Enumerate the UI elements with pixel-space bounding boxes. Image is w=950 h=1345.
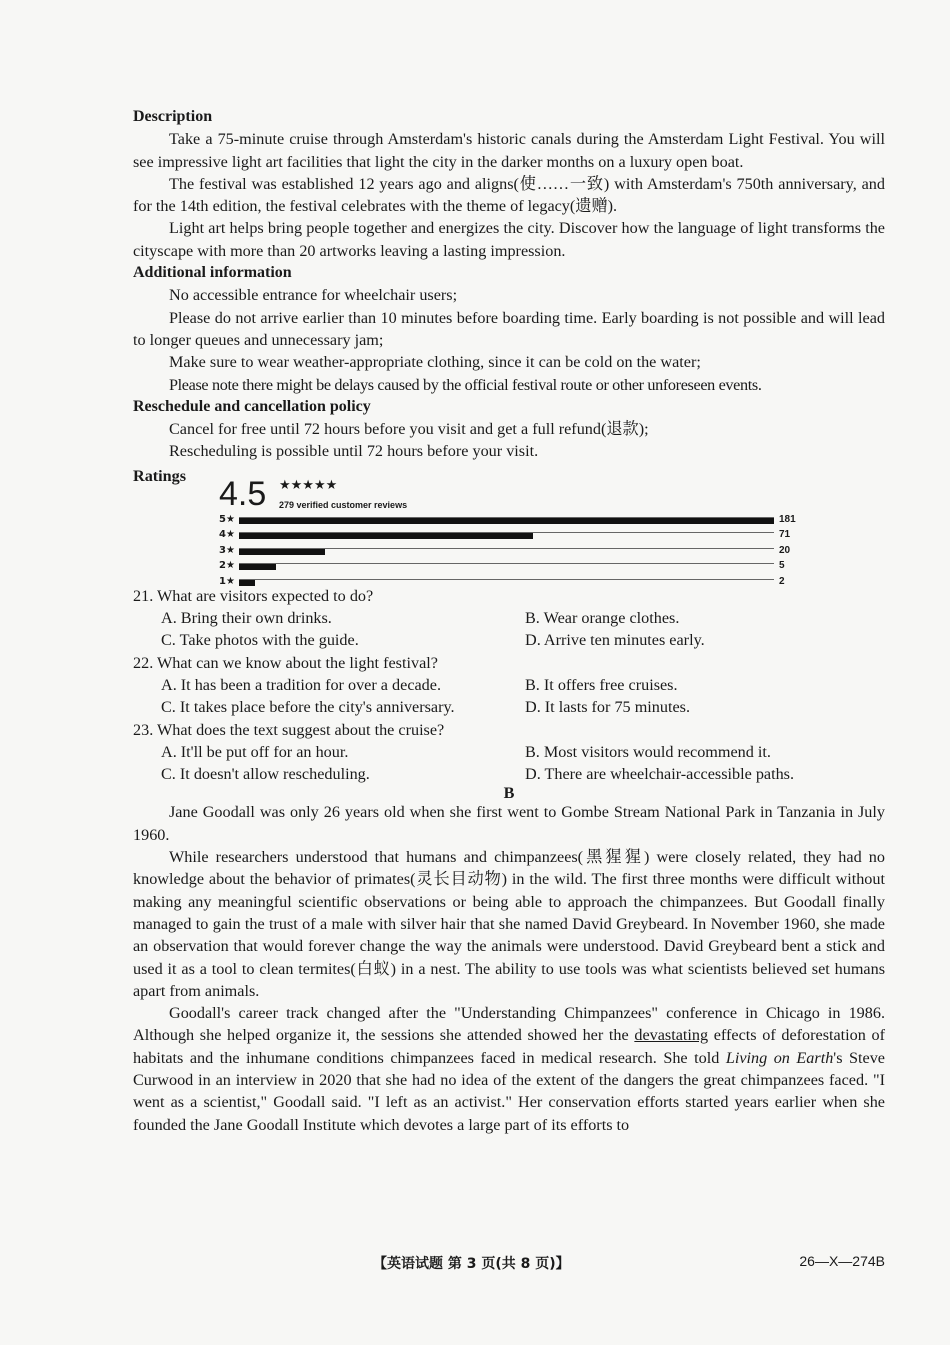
q22-option-b: B. It offers free cruises.	[525, 675, 678, 694]
rating-label: 3★	[219, 544, 235, 556]
rating-bar-fill	[239, 549, 325, 555]
section-letter-b: B	[503, 784, 515, 803]
q22-option-c: C. It takes place before the city's anniversary.	[161, 698, 455, 717]
rating-row	[219, 528, 794, 544]
rating-count: 5	[779, 560, 785, 572]
footer-exam-code: 26—X—274B	[799, 1253, 885, 1269]
q23-option-b: B. Most visitors would recommend it.	[525, 742, 771, 761]
question-23-options-row-2	[133, 763, 885, 785]
question-21-options-row-1	[133, 607, 885, 629]
footer-page-label: 【英语试题 第 3 页(共 8 页)】	[373, 1256, 570, 1272]
rating-label: 5★	[219, 513, 235, 525]
rating-row	[219, 513, 794, 529]
question-23-options-row-1	[133, 741, 885, 763]
question-23: 23. What does the text suggest about the cruise?	[133, 720, 445, 739]
question-21-options-row-2	[133, 629, 885, 651]
rating-bar-track	[239, 517, 774, 525]
q22-option-a: A. It has been a tradition for over a decade.	[161, 675, 442, 694]
rating-count: 71	[779, 529, 791, 541]
rating-bar-track	[239, 579, 774, 587]
rating-bar-track	[239, 563, 774, 571]
underlined-word-devastating: devastating	[634, 1026, 709, 1045]
passage-b-paragraph-3	[133, 1002, 885, 1136]
rating-bar-fill	[239, 533, 533, 539]
star-rating-icon: ★★★★★	[279, 477, 338, 493]
question-22-options-row-2	[133, 696, 885, 718]
description-paragraph-1: Take a 75-minute cruise through Amsterdam's historic canals during the Amsterdam Light Festival. You will see impressive light art facilities that light the city in the darker months on a luxury open boat.	[133, 130, 885, 171]
rating-bar-fill	[239, 580, 255, 586]
passage-b-paragraph-1: Jane Goodall was only 26 years old when she first went to Gombe Stream National Park in Tanzania in July 1960.	[133, 803, 885, 844]
q23-option-c: C. It doesn't allow rescheduling.	[161, 765, 370, 784]
policy-item: Cancel for free until 72 hours before you visit and get a full refund(退款);	[169, 420, 649, 439]
description-paragraph-2: The festival was established 12 years ago and aligns(使……一致) with Amsterdam's 750th anniversary, and for the 14th edition, the festival celebrates with the theme of legacy(遗赠).	[133, 174, 885, 216]
q21-option-d: D. Arrive ten minutes early.	[525, 631, 705, 650]
additional-info-item: Please note there might be delays caused by the official festival route or other unforeseen events.	[169, 375, 762, 394]
q23-option-d: D. There are wheelchair-accessible paths.	[525, 765, 795, 784]
rating-row	[219, 559, 794, 575]
q21-option-b: B. Wear orange clothes.	[525, 609, 680, 628]
rating-bar-track	[239, 532, 774, 540]
rating-count: 20	[779, 544, 791, 556]
rating-bar-fill	[239, 564, 276, 570]
rating-bar-track	[239, 548, 774, 556]
question-21: 21. What are visitors expected to do?	[133, 586, 374, 605]
description-paragraph-3: Light art helps bring people together and energizes the city. Discover how the language of light transforms the cityscape with more than 20 artworks leaving a lasting impression.	[133, 219, 885, 260]
ratings-heading: Ratings	[133, 466, 187, 485]
passage-b-p3-start: Goodall's career track changed after the "Understanding Chimpanzees" conference in Chicago in 1986. Although she helped organize it, the sessions she attended showed her the	[133, 1004, 885, 1045]
reviews-count: 279 verified customer reviews	[279, 499, 408, 510]
rating-row	[219, 575, 794, 591]
program-title-living-on-earth: Living on Earth	[725, 1048, 834, 1067]
additional-info-item: Make sure to wear weather-appropriate clothing, since it can be cold on the water;	[169, 353, 701, 372]
q21-option-a: A. Bring their own drinks.	[161, 609, 332, 628]
rating-row	[219, 544, 794, 560]
policy-heading: Reschedule and cancellation policy	[133, 397, 371, 415]
passage-b-paragraph-2: While researchers understood that humans and chimpanzees(黑猩猩) were closely related, they had no knowledge about the behavior of primates(灵长目动物) in the wild. The first three months were difficult without making any meaningful scientific observations or being able to approach the chimpanzees. But Goodall finally managed to gain the trust of a male with silver hair that she named David Greybeard. In November 1960, she made an observation that would forever change the way the animals were understood. David Greybeard bent a stick and used it as a tool to clean termites(白蚁) in a nest. The ability to use tools was what scientists believed set humans apart from animals.	[133, 848, 885, 1000]
passage-b-p3-end: 's Steve Curwood in an interview in 2020 that she had no idea of the extent of the dangers the great chimpanzees faced. "I went as a scientist," Goodall said. "I left as an activist." Her conservation efforts started years earlier when she founded the Jane Goodall Institute which devotes a large part of its efforts to	[133, 1048, 885, 1134]
additional-info-item: Please do not arrive earlier than 10 minutes before boarding time. Early boarding is not possible and will lead to longer queues and unnecessary jam;	[133, 308, 885, 349]
q21-option-c: C. Take photos with the guide.	[161, 631, 359, 650]
rating-count: 181	[779, 513, 796, 525]
question-22: 22. What can we know about the light festival?	[133, 653, 438, 672]
average-score: 4.5	[219, 474, 267, 513]
additional-info-heading: Additional information	[133, 264, 292, 282]
rating-bar-fill	[239, 518, 774, 524]
description-heading: Description	[133, 108, 213, 125]
page-content	[133, 106, 885, 1136]
additional-info-item: No accessible entrance for wheelchair users;	[169, 286, 458, 305]
rating-label: 1★	[219, 575, 235, 587]
question-22-options-row-1	[133, 674, 885, 696]
passage-b-p3-mid: effects of deforestation of habitats and the inhumane conditions chimpanzees faced in medical research. She told	[133, 1026, 885, 1067]
ratings-block	[133, 465, 885, 585]
rating-label: 4★	[219, 529, 235, 541]
rating-distribution	[219, 513, 794, 591]
q22-option-d: D. It lasts for 75 minutes.	[525, 698, 691, 717]
rating-label: 2★	[219, 560, 235, 572]
q23-option-a: A. It'll be put off for an hour.	[161, 742, 349, 761]
rating-count: 2	[779, 575, 785, 587]
policy-item: Rescheduling is possible until 72 hours before your visit.	[169, 442, 539, 461]
